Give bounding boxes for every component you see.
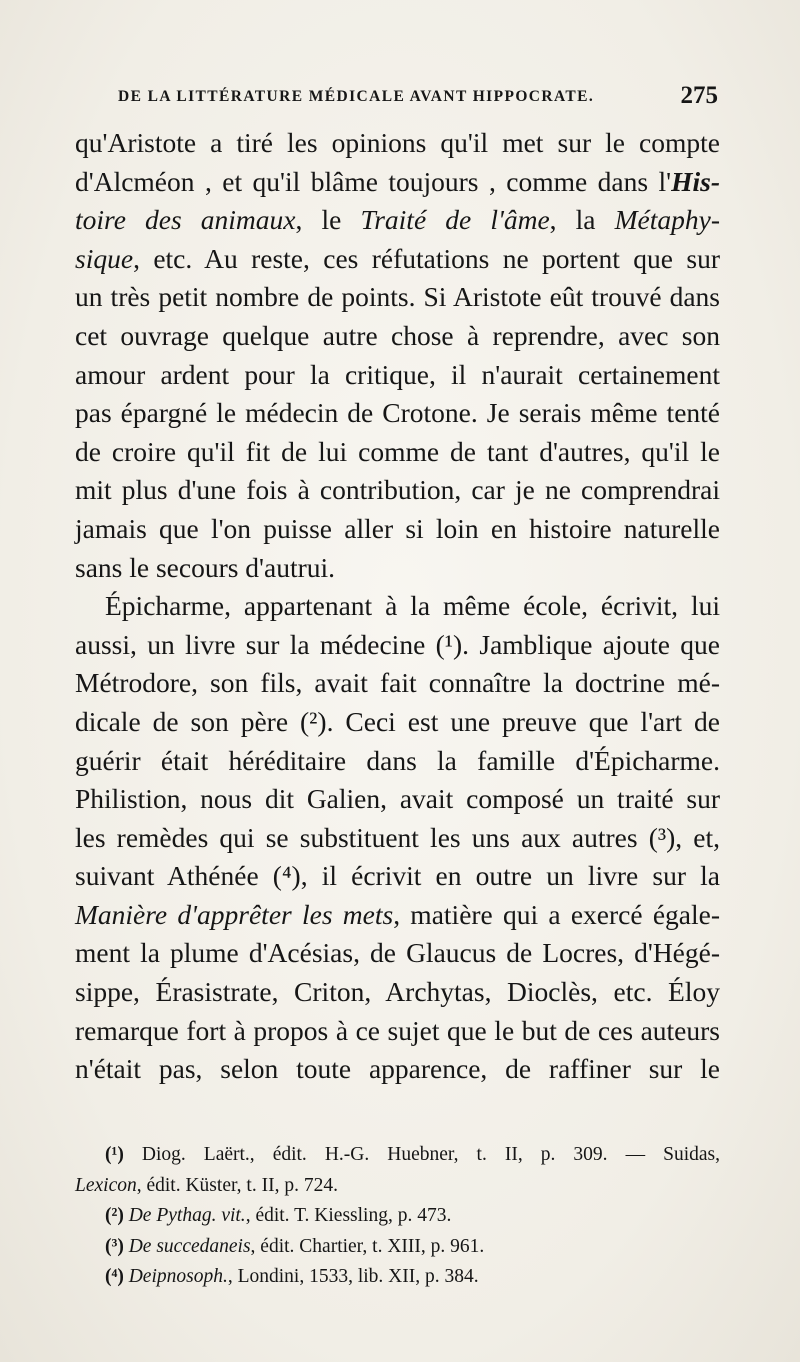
body-text [75,124,720,1089]
text-line: Philistion, nous dit Galien, avait composé un traité sur [75,783,720,815]
text-line: guérir était héréditaire dans la famille d'Épicharme. [75,744,720,776]
running-head: DE LA LITTÉRATURE MÉDICALE AVANT HIPPOCRATE. [118,88,595,105]
page-number: 275 [680,82,718,109]
text-line: mit plus d'une fois à contribution, car je ne comprendrai [75,474,720,506]
text-line: Manière d'apprêter les mets, matière qui a exercé égale- [75,898,720,930]
text-line: ment la plume d'Acésias, de Glaucus de Locres, d'Hégé- [75,937,720,969]
page-header [118,82,718,116]
text-line: d'Alcméon , et qu'il blâme toujours , comme dans l'His- [75,165,720,197]
text-line: Métrodore, son fils, avait fait connaître la doctrine mé- [75,667,720,699]
text-line: dicale de son père (²). Ceci est une preuve que l'art de [75,705,720,737]
text-line: amour ardent pour la critique, il n'aurait certainement [75,358,720,390]
footnote-2: (²) De Pythag. vit., édit. T. Kiessling, p. 473. [105,1205,452,1226]
footnote-3: (³) De succedaneis, édit. Chartier, t. XIII, p. 961. [105,1235,485,1257]
text-line: qu'Aristote a tiré les opinions qu'il met sur le compte [75,127,720,158]
footnote-1-continued: Lexicon, édit. Küster, t. II, p. 724. [75,1174,338,1196]
text-line: n'était pas, selon toute apparence, de raffiner sur le [75,1053,720,1085]
text-line: toire des animaux, le Traité de l'âme, la Métaphy- [75,204,720,236]
text-line: les remèdes qui se substituent les uns aux autres (³), et, [75,821,720,853]
text-line: sique, etc. Au reste, ces réfutations ne portent que sur [75,242,720,274]
footnote-4: (⁴) Deipnosoph., Londini, 1533, lib. XII, p. 384. [105,1266,479,1287]
text-line: aussi, un livre sur la médecine (¹). Jamblique ajoute que [75,628,720,660]
footnotes [75,1140,720,1293]
text-line: jamais que l'on puisse aller si loin en histoire naturelle [75,512,720,544]
text-line: cet ouvrage quelque autre chose à reprendre, avec son [75,319,720,351]
text-line: un très petit nombre de points. Si Aristote eût trouvé dans [75,281,720,313]
text-line: pas épargné le médecin de Crotone. Je serais même tenté [75,397,720,429]
text-line: Épicharme, appartenant à la même école, écrivit, lui [105,590,720,622]
text-line: de croire qu'il fit de lui comme de tant d'autres, qu'il le [75,435,720,467]
text-line: suivant Athénée (⁴), il écrivit en outre un livre sur la [75,860,720,892]
text-line: remarque fort à propos à ce sujet que le but de ces auteurs [75,1014,720,1046]
footnote-1: (¹) Diog. Laërt., édit. H.-G. Huebner, t. II, p. 309. — Suidas, [105,1144,720,1165]
text-line: sans le secours d'autrui. [75,551,336,583]
text-line: sippe, Érasistrate, Criton, Archytas, Dioclès, etc. Éloy [75,976,720,1008]
